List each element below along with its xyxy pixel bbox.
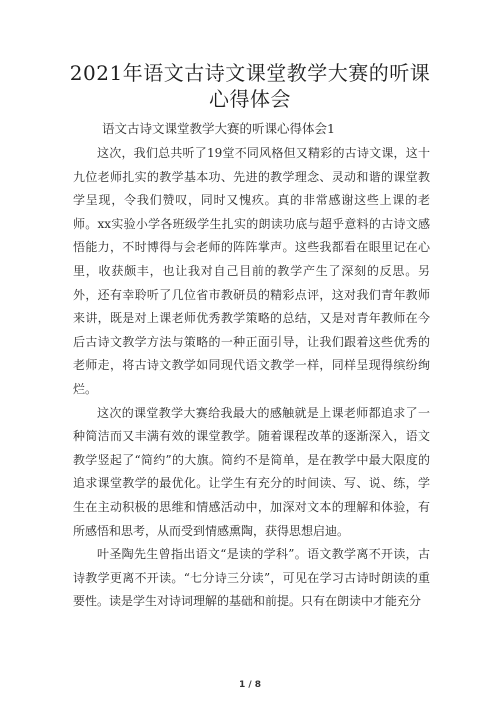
paragraph: 叶圣陶先生曾指出语文“是读的学科”。语文教学离不开读，古诗教学更离不开读。“七分诗三分读”，可见在学习古诗时朗读的重要性。读是学生对诗词理解的基础和前提。只有在朗读中才能充分 — [73, 547, 430, 609]
page-indicator: 1 / 8 — [238, 680, 262, 690]
document-subtitle: 语文古诗文课堂教学大赛的听课心得体会1 — [102, 121, 335, 136]
paragraph: 这次，我们总共听了19堂不同风格但又精彩的古诗文课，这十九位老师扎实的教学基本功、先进的教学理念、灵动和谐的课堂教学呈现，令我们赞叹，同时又愧疚。真的非常感谢这些上课的老师。xx实验小学各班级学生扎实的朗读功底与超乎意料的古诗文感悟能力，不时博得与会老师的阵阵掌声。这些我都看在眼里记在心里，收获颇丰，也让我对自己目前的教学产生了深刻的反思。另外，还有幸聆听了几位省市教研员的精彩点评，这对我们青年教师来讲，既是对上课老师优秀教学策略的总结，又是对青年教师在今后古诗文教学方法与策略的一种正面引导，让我们跟着这些优秀的老师走，将古诗文教学如同现代语文教学一样，同样呈现得缤纷绚烂。 — [73, 146, 430, 396]
paragraph: 这次的课堂教学大赛给我最大的感触就是上课老师都追求了一种简洁而又丰满有效的课堂教学。随着课程改革的逐渐深入，语文教学竖起了“简约”的大旗。简约不是简单，是在教学中最大限度的追求课堂教学的最优化。让学生有充分的时间读、写、说、练，学生在主动积极的思维和情感活动中，加深对文本的理解和体验，有所感悟和思考，从而受到情感熏陶，获得思想启迪。 — [73, 405, 430, 538]
document-body — [73, 142, 430, 614]
document-title: 2021年语文古诗文课堂教学大赛的听课心得体会 — [69, 61, 431, 111]
